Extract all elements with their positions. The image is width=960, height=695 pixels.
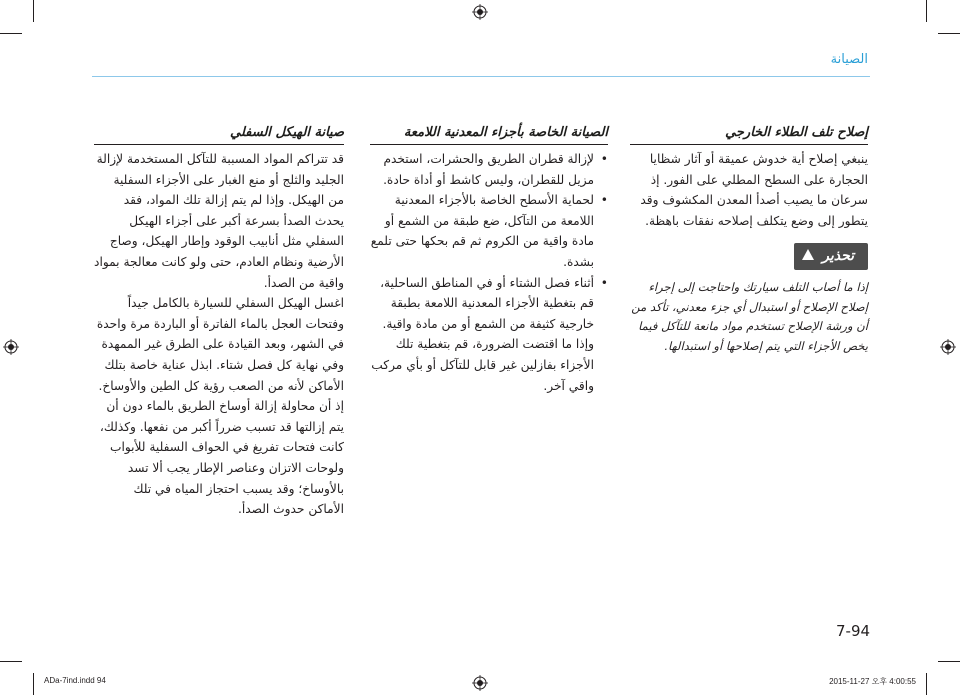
page-number: 7-94 — [836, 622, 871, 640]
body-paragraph: قد تتراكم المواد المسببة للتآكل المستخدمة لإزالة الجليد والثلج أو منع الغبار على الأجزاء السفلية من الهيكل. وإذا لم يتم إزالة تلك المواد، فقد يحدث الصدأ بسرعة أكبر على أجزاء الهيكل السفلي مثل أنابيب الوقود وإطار الهيكل، وصاج الأرضية ونظام العادم، حتى ولو كانت معالجة بمواد واقية من الصدأ. — [94, 152, 344, 290]
crop-mark — [0, 661, 22, 662]
bullet-list — [370, 149, 608, 396]
crop-mark — [926, 0, 927, 22]
section-title: الصيانة — [830, 52, 868, 67]
list-item: • لحماية الأسطح الخاصة بالأجزاء المعدنية اللامعة من التآكل، ضع طبقة من الشمع أو مادة واقية من الكروم ثم قم بحكها حتى تلمع بشدة. — [370, 190, 594, 272]
crop-mark — [0, 33, 22, 34]
crop-mark — [33, 0, 34, 22]
column-bright-metal — [370, 124, 608, 396]
warning-text: إذا ما أصاب التلف سيارتك واحتاجت إلى إجراء إصلاح الإصلاح أو استبدال أي جزء معدني، تأكد من أن ورشة الإصلاح تستخدم مواد مانعة للتآكل فيما يخص الأجزاء التي يتم إصلاحها أو استبدالها. — [631, 279, 868, 353]
registration-mark-icon — [472, 675, 488, 691]
registration-mark-icon — [940, 339, 956, 355]
registration-mark-icon — [472, 4, 488, 20]
body-paragraph: اغسل الهيكل السفلي للسيارة بالكامل جيداً وفتحات العجل بالماء الفاترة أو الباردة مرة واحدة في الشهر، وبعد القيادة على الطرق غير الممهدة وفي نهاية كل فصل شتاء. ابذل عناية خاصة بتلك الأماكن لأنه من الصعب رؤية كل الطين والأوساخ. إذ أن محاولة إزالة أوساخ الطريق بالماء دون أن يتم إزالتها قد تسبب ضرراً أكبر من نفعها. وكذلك، كانت فتحات تفريغ في الحواف السفلية للأبواب ولوحات الاتزان وعناصر الإطار يجب ألا تسد بالأوساخ؛ وقد يسبب احتجاز المياه في تلك الأماكن حدوث الصدأ. — [96, 296, 344, 517]
body-paragraph: ينبغي إصلاح أية خدوش عميقة أو آثار شظايا الحجارة على السطح المطلي على الفور. إذ سرعان ما يصيب أصدأ المعدن المكشوف وقد يتطور إلى وضع يتكلف إصلاحه نفقات باهظة. — [640, 152, 868, 228]
warning-label: تحذير — [822, 248, 854, 265]
crop-mark — [938, 33, 960, 34]
column-heading: إصلاح تلف الطلاء الخارجي — [630, 124, 868, 145]
crop-mark — [926, 673, 927, 695]
list-item: • لإزالة قطران الطريق والحشرات، استخدم مزيل للقطران، وليس كاشط أو أداة حادة. — [370, 149, 594, 190]
column-heading: صيانة الهيكل السفلي — [94, 124, 344, 145]
column-underbody — [94, 124, 344, 520]
crop-mark — [33, 673, 34, 695]
column-paint-repair — [630, 124, 868, 356]
warning-triangle-icon — [802, 249, 814, 260]
crop-mark — [938, 661, 960, 662]
warning-badge — [794, 243, 868, 270]
footer-file-name: ADa-7ind.indd 94 — [44, 676, 106, 685]
footer-timestamp: 2015-11-27 오후 4:00:55 — [829, 677, 916, 686]
list-item: • أثناء فصل الشتاء أو في المناطق الساحلية، قم بتغطية الأجزاء المعدنية اللامعة بطبقة خارجية كثيفة من الشمع أو من مادة واقية. وإذا ما اقتضت الضرورة، قم بتغطية تلك الأجزاء بفازلين غير قابل للتآكل أو بأي مركب واقي آخر. — [370, 273, 594, 397]
column-heading: الصيانة الخاصة بأجزاء المعدنية اللامعة — [370, 124, 608, 145]
header-divider — [92, 76, 870, 77]
registration-mark-icon — [3, 339, 19, 355]
